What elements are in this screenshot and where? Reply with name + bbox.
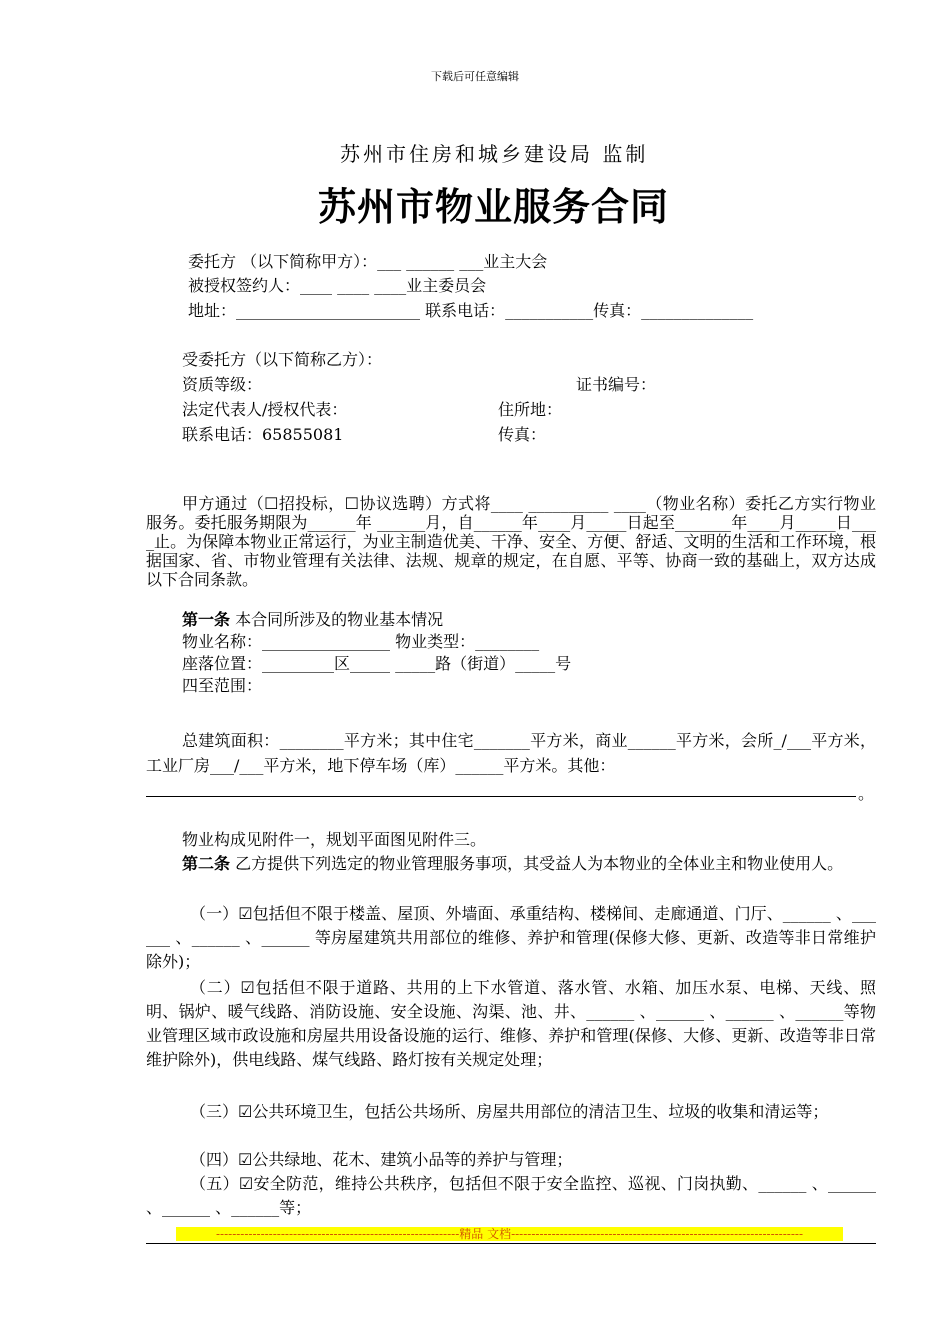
annex-note: 物业构成见附件一，规划平面图见附件三。: [182, 830, 487, 849]
party-a-line1: 委托方 （以下简称甲方）：___ ______ ___业主大会: [188, 252, 548, 271]
header-note: 下载后可任意编辑: [431, 70, 519, 83]
article1-heading: [182, 609, 443, 631]
property-location: 座落位置：_________区_____ _____路（街道）_____号: [182, 654, 572, 673]
article2-intro: [146, 852, 876, 876]
other-blank-line: [146, 796, 856, 797]
article2-number: 第二条: [182, 854, 231, 873]
party-b-line1: 受委托方（以下简称乙方）：: [182, 350, 383, 369]
party-b-legal-rep: 法定代表人/授权代表：: [182, 400, 348, 419]
article2-item-5: （五）☑安全防范，维持公共秩序，包括但不限于安全监控、巡视、门岗执勤、______ 、______ 、______ 、______等；: [146, 1174, 876, 1217]
party-b-address: 住所地：: [498, 400, 563, 419]
area-end-mark: 。: [858, 784, 875, 803]
article2-item-1: （一）☑包括但不限于楼盖、屋顶、外墙面、承重结构、楼梯间、走廊通道、门厅、______ 、______ 、______ 、______ 等房屋建筑共用部位的维修、养护和管理(保修大修、更新、改造等非日常维护除外)；: [146, 904, 876, 971]
property-boundary: 四至范围：: [182, 676, 263, 695]
footer-rule: [146, 1243, 876, 1244]
party-b-phone: 联系电话：65855081: [182, 425, 344, 444]
article2-item-4: （四）☑公共绿地、花木、建筑小品等的养护与管理；: [190, 1150, 573, 1169]
supervisor-line: 苏州市住房和城乡建设局 监制: [340, 142, 649, 166]
article2-item-2: （二）☑包括但不限于道路、共用的上下水管道、落水管、水箱、加压水泵、电梯、天线、照明、锅炉、暖气线路、消防设施、安全设施、沟渠、池、井、______ 、______ 、______ 、______等物业管理区域市政设施和房屋共用设备设施的运行、维修、养护和管理(保修、大修、更新、改造等非日常维护除外)，供电线路、煤气线路、路灯按有关规定处理；: [146, 978, 876, 1069]
area-paragraph: 总建筑面积：________平方米；其中住宅_______平方米，商业______平方米，会所_/___平方米，工业厂房___/___平方米，地下停车场（库）______平方米。其他：: [146, 731, 876, 775]
article2-item-3: （三）☑公共环境卫生，包括公共场所、房屋共用部位的清洁卫生、垃圾的收集和清运等；: [190, 1102, 829, 1121]
page-title: 苏州市物业服务合同: [318, 185, 670, 229]
intro-paragraph: 甲方通过（☐招投标，☐协议选聘）方式将____ __________ ____（物业名称）委托乙方实行物业服务。委托服务期限为______年 ______月，自______年____月_____日起至_______年____月_____日____止。为保障本物业正常运行，为业主制造优美、干净、安全、方便、舒适、文明的生活和工作环境，根据国家、省、市物业管理有关法律、法规、规章的规定，在自愿、平等、协商一致的基础上，双方达成以下合同条款。: [146, 494, 876, 589]
article1-number: 第一条: [182, 610, 231, 629]
article2-intro-text: 乙方提供下列选定的物业管理服务事项，其受益人为本物业的全体业主和物业使用人。: [230, 854, 844, 873]
article1-heading-text: 本合同所涉及的物业基本情况: [230, 610, 444, 629]
party-a-line3: 地址：_______________________ 联系电话：___________传真：______________: [188, 301, 754, 320]
party-b-qualification: 资质等级：: [182, 375, 263, 394]
party-b-certificate: 证书编号：: [576, 375, 657, 394]
property-name: 物业名称：________________ 物业类型：________: [182, 632, 540, 651]
party-b-fax: 传真：: [498, 425, 547, 444]
footer-banner: ------------------------------------------------------------精品 文档------------------------------------------------------------------------: [176, 1227, 843, 1241]
party-a-line2: 被授权签约人：____ ____ ____业主委员会: [188, 276, 487, 295]
